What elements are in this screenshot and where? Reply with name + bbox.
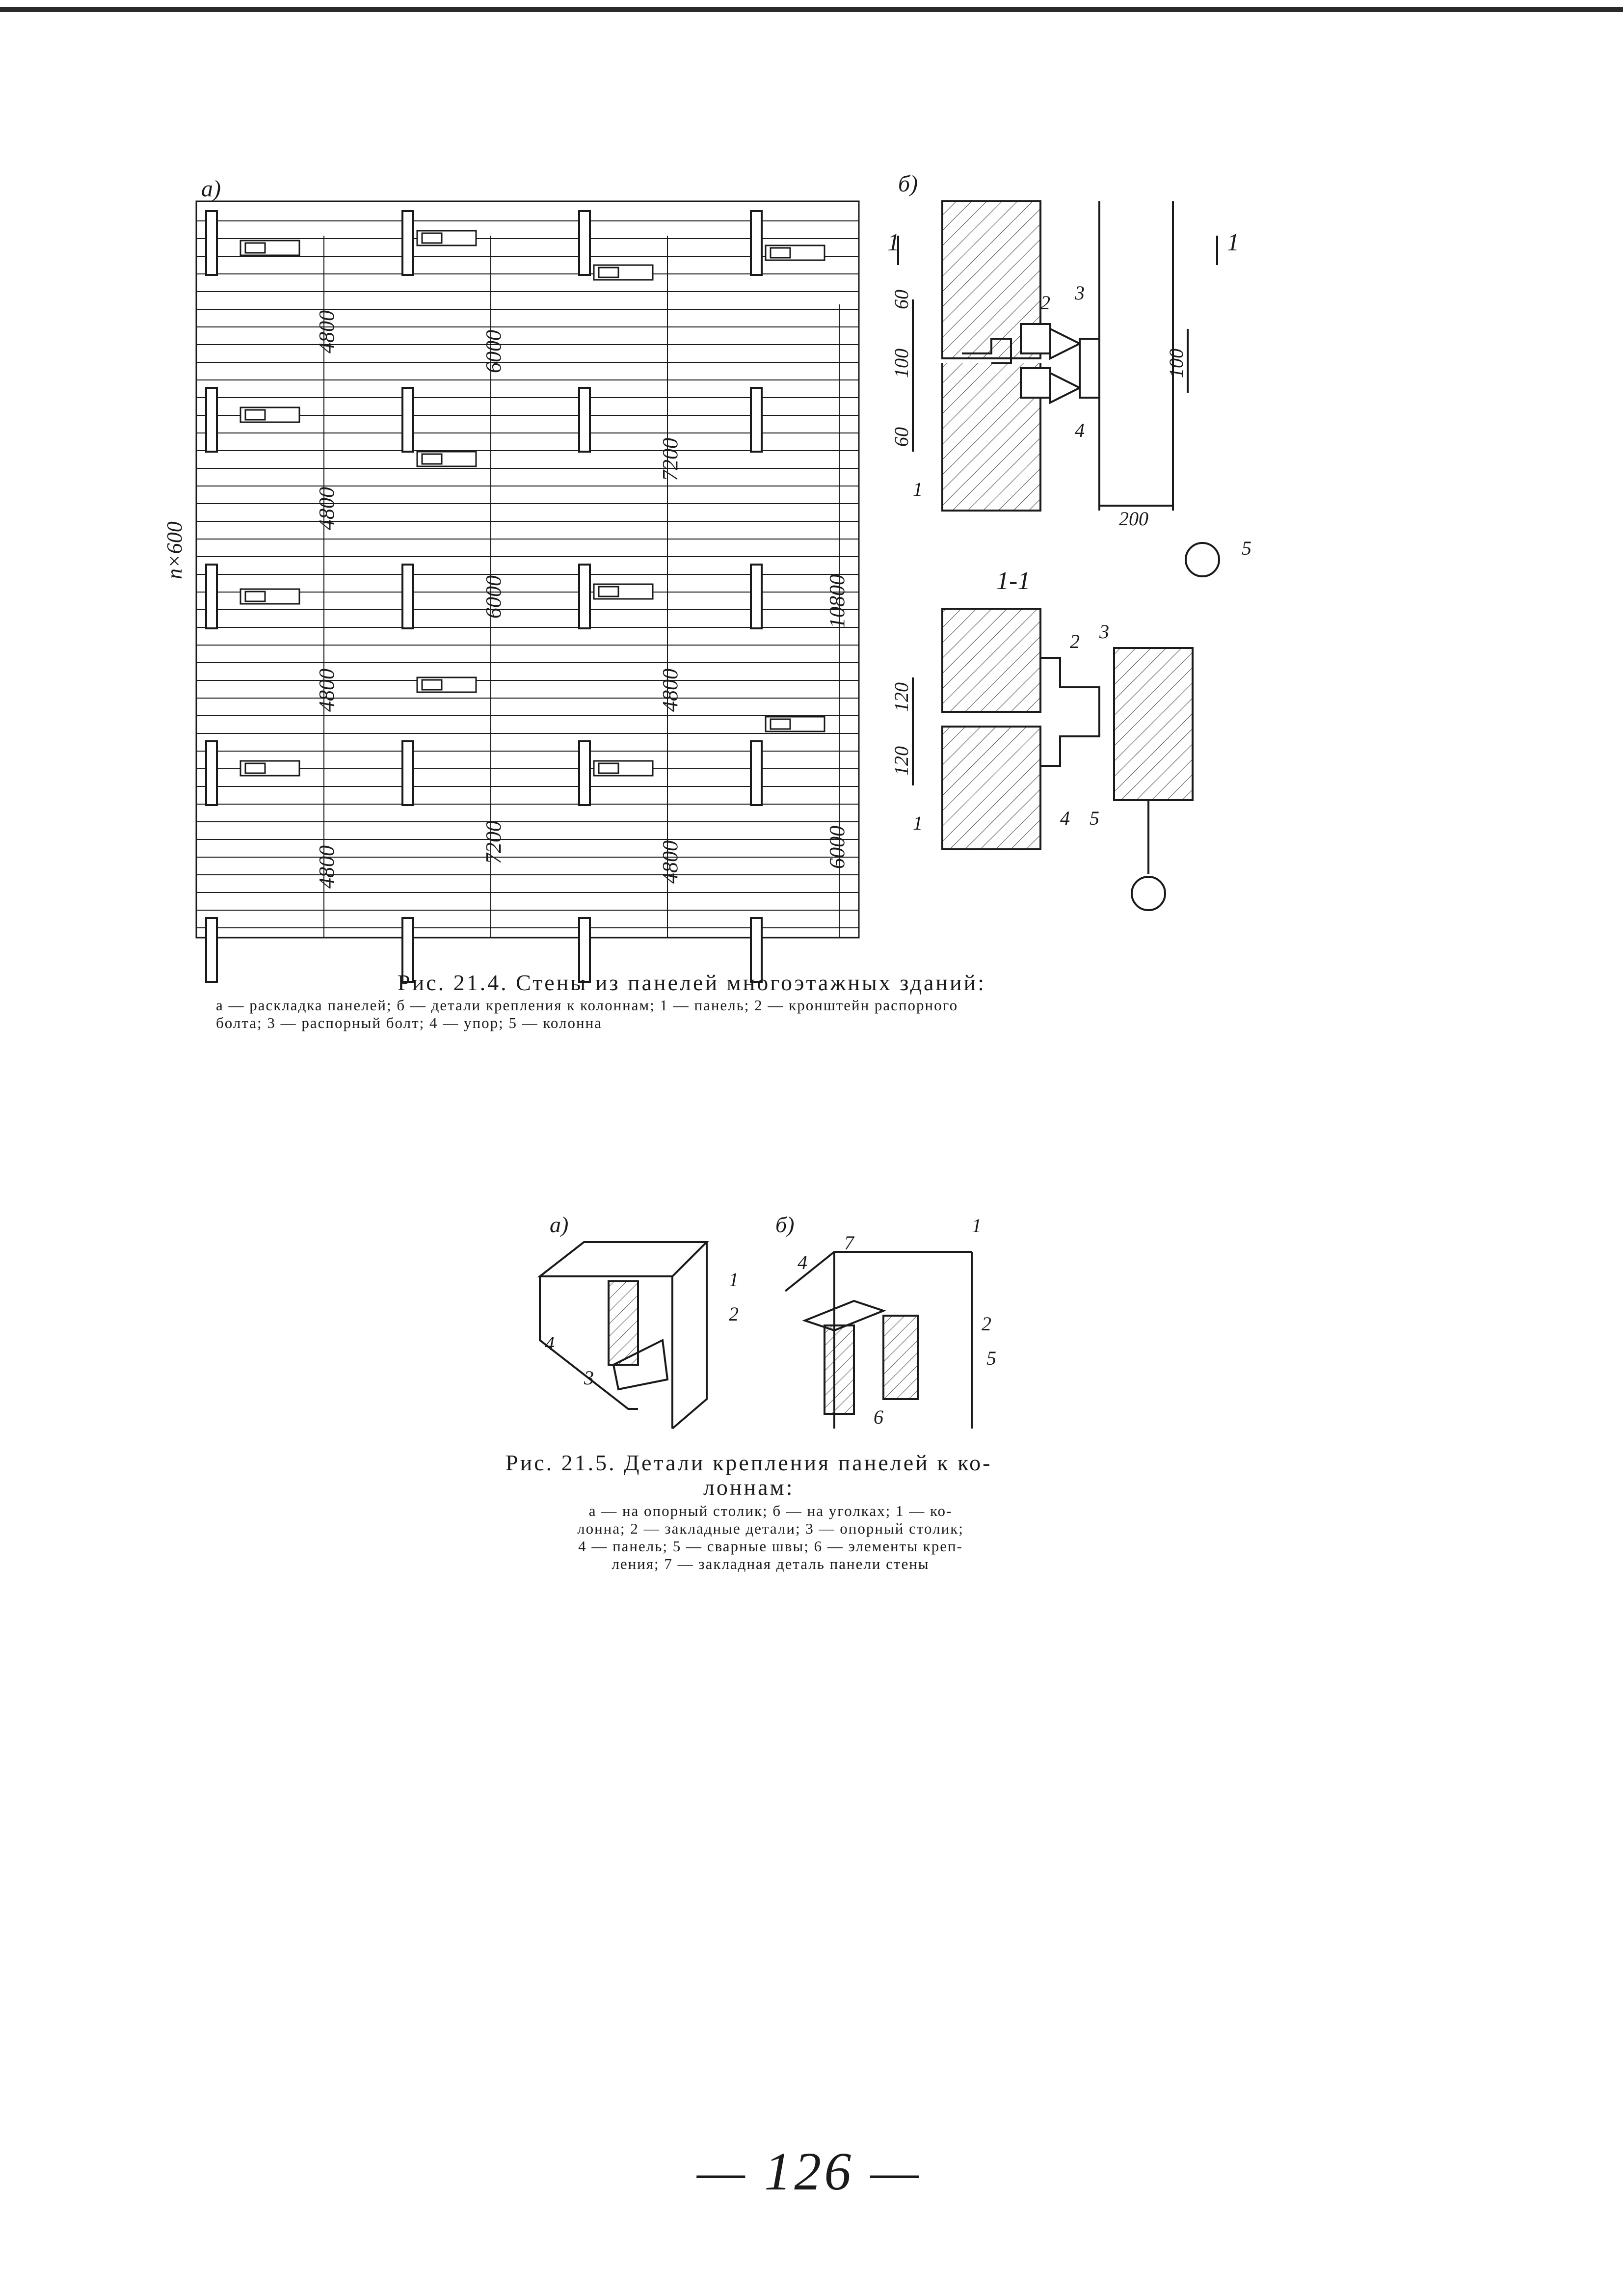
- dim-col4-1: 10800: [825, 574, 849, 628]
- console-bracket-inner: [422, 454, 442, 464]
- panel-b-label: б): [898, 171, 918, 197]
- detail-dim-100-right: 100: [1165, 349, 1187, 378]
- column-segment: [579, 211, 590, 275]
- column-segment: [402, 211, 413, 275]
- dim-col2-1: 6000: [481, 330, 506, 373]
- dim-col1-1: 4800: [315, 310, 339, 353]
- column-segment: [206, 211, 217, 275]
- column-segment: [206, 388, 217, 452]
- fig215a-callout-1: 1: [729, 1269, 739, 1291]
- fig215b-callout-2: 2: [982, 1313, 991, 1335]
- console-bracket-inner: [245, 410, 265, 420]
- callout-b-2: 2: [1040, 292, 1050, 314]
- detail-dim-200: 200: [1119, 508, 1148, 530]
- section-dim-120-top: 120: [890, 682, 912, 712]
- callout-11-4: 4: [1060, 807, 1070, 829]
- column-segment: [751, 211, 762, 275]
- column-segment: [206, 741, 217, 805]
- dim-col3-2: 4800: [658, 669, 682, 712]
- fig215b-callout-5: 5: [986, 1347, 996, 1369]
- console-bracket-inner: [245, 763, 265, 773]
- fig215-panel-a-label: а): [550, 1212, 569, 1237]
- column-axis-marker-bottom: [1132, 877, 1165, 910]
- page-number: — 126 —: [697, 2141, 922, 2201]
- column-axis-marker-top: [1186, 543, 1219, 576]
- column-segment: [579, 741, 590, 805]
- dim-col1-4: 4800: [315, 845, 339, 889]
- detail-dim-100-left: 100: [890, 349, 912, 378]
- fig215a-callout-2: 2: [729, 1303, 739, 1325]
- fig215a-callout-3: 3: [584, 1367, 594, 1389]
- column-segment: [206, 918, 217, 982]
- column-segment: [751, 741, 762, 805]
- column-segment: [751, 565, 762, 628]
- scan-top-edge-line: [0, 7, 1623, 12]
- dim-col3-3: 4800: [658, 840, 682, 884]
- section-mark-right: 1: [1227, 228, 1239, 256]
- detail-dim-60-top: 60: [890, 290, 912, 309]
- fig215a-callout-4: 4: [545, 1332, 555, 1354]
- fig215b-callout-4: 4: [798, 1251, 807, 1273]
- console-bracket-inner: [422, 680, 442, 690]
- column-segment: [206, 565, 217, 628]
- fig215b-callout-7: 7: [844, 1232, 854, 1254]
- column-segment: [402, 565, 413, 628]
- section-mark-left: 1: [887, 228, 900, 256]
- figure-21-5-caption-title: Рис. 21.5. Детали крепления панелей к ко- лоннам:: [506, 1450, 992, 1500]
- callout-b-4: 4: [1075, 419, 1085, 441]
- figure-21-5-drawing: [530, 1203, 1011, 1443]
- fig215-panel-b-label: б): [775, 1212, 795, 1237]
- console-bracket-inner: [771, 248, 790, 258]
- column-segment: [579, 565, 590, 628]
- console-bracket-inner: [422, 233, 442, 243]
- callout-11-3: 3: [1099, 621, 1109, 643]
- section-1-1-label: 1-1: [996, 567, 1031, 595]
- callout-11-5: 5: [1090, 807, 1099, 829]
- column-segment: [402, 388, 413, 452]
- column-segment: [751, 388, 762, 452]
- console-bracket-inner: [771, 719, 790, 729]
- figure-21-4-fixing-details: [883, 167, 1286, 933]
- dim-col2-2: 6000: [481, 575, 506, 619]
- callout-b-1: 1: [913, 478, 923, 500]
- figure-21-4-caption-body: а — раскладка панелей; б — детали крепления к колоннам; 1 — панель; 2 — кронштейн распорного болта; 3 — распорный болт; 4 — упор; 5 — колонна: [216, 997, 958, 1031]
- callout-b-5: 5: [1242, 537, 1251, 559]
- dim-col1-3: 4800: [315, 669, 339, 712]
- dim-col3-1: 7200: [658, 438, 682, 481]
- dim-col2-3: 7200: [481, 821, 506, 864]
- figure-21-5-caption-body: а — на опорный столик; б — на уголках; 1 — ко- лонна; 2 — закладные детали; 3 — опорный столик; 4 — панель; 5 — сварные швы; 6 — элементы креп- ления; 7 — закладная деталь панели стены: [577, 1502, 964, 1572]
- console-bracket-inner: [599, 587, 618, 596]
- callout-11-2: 2: [1070, 630, 1080, 652]
- fig215b-callout-6: 6: [874, 1406, 883, 1428]
- column-segment: [579, 388, 590, 452]
- detail-dim-60-bottom: 60: [890, 427, 912, 447]
- panel-a-label: а): [201, 176, 221, 202]
- callout-11-1: 1: [913, 812, 923, 834]
- console-bracket-inner: [599, 763, 618, 773]
- figure-21-4-caption-title: Рис. 21.4. Стены из панелей многоэтажных зданий:: [398, 970, 986, 995]
- dim-col4-2: 6000: [825, 826, 849, 869]
- figure-21-4-panel-layout: [162, 167, 874, 962]
- console-bracket-inner: [245, 592, 265, 601]
- column-segment: [402, 741, 413, 805]
- console-bracket-inner: [245, 243, 265, 253]
- section-dim-120-bottom: 120: [890, 746, 912, 776]
- dim-col1-2: 4800: [315, 487, 339, 530]
- callout-b-3: 3: [1075, 282, 1085, 304]
- console-bracket-inner: [599, 268, 618, 277]
- height-dimension-label: n×600: [162, 521, 186, 579]
- fig215b-callout-1: 1: [972, 1215, 982, 1237]
